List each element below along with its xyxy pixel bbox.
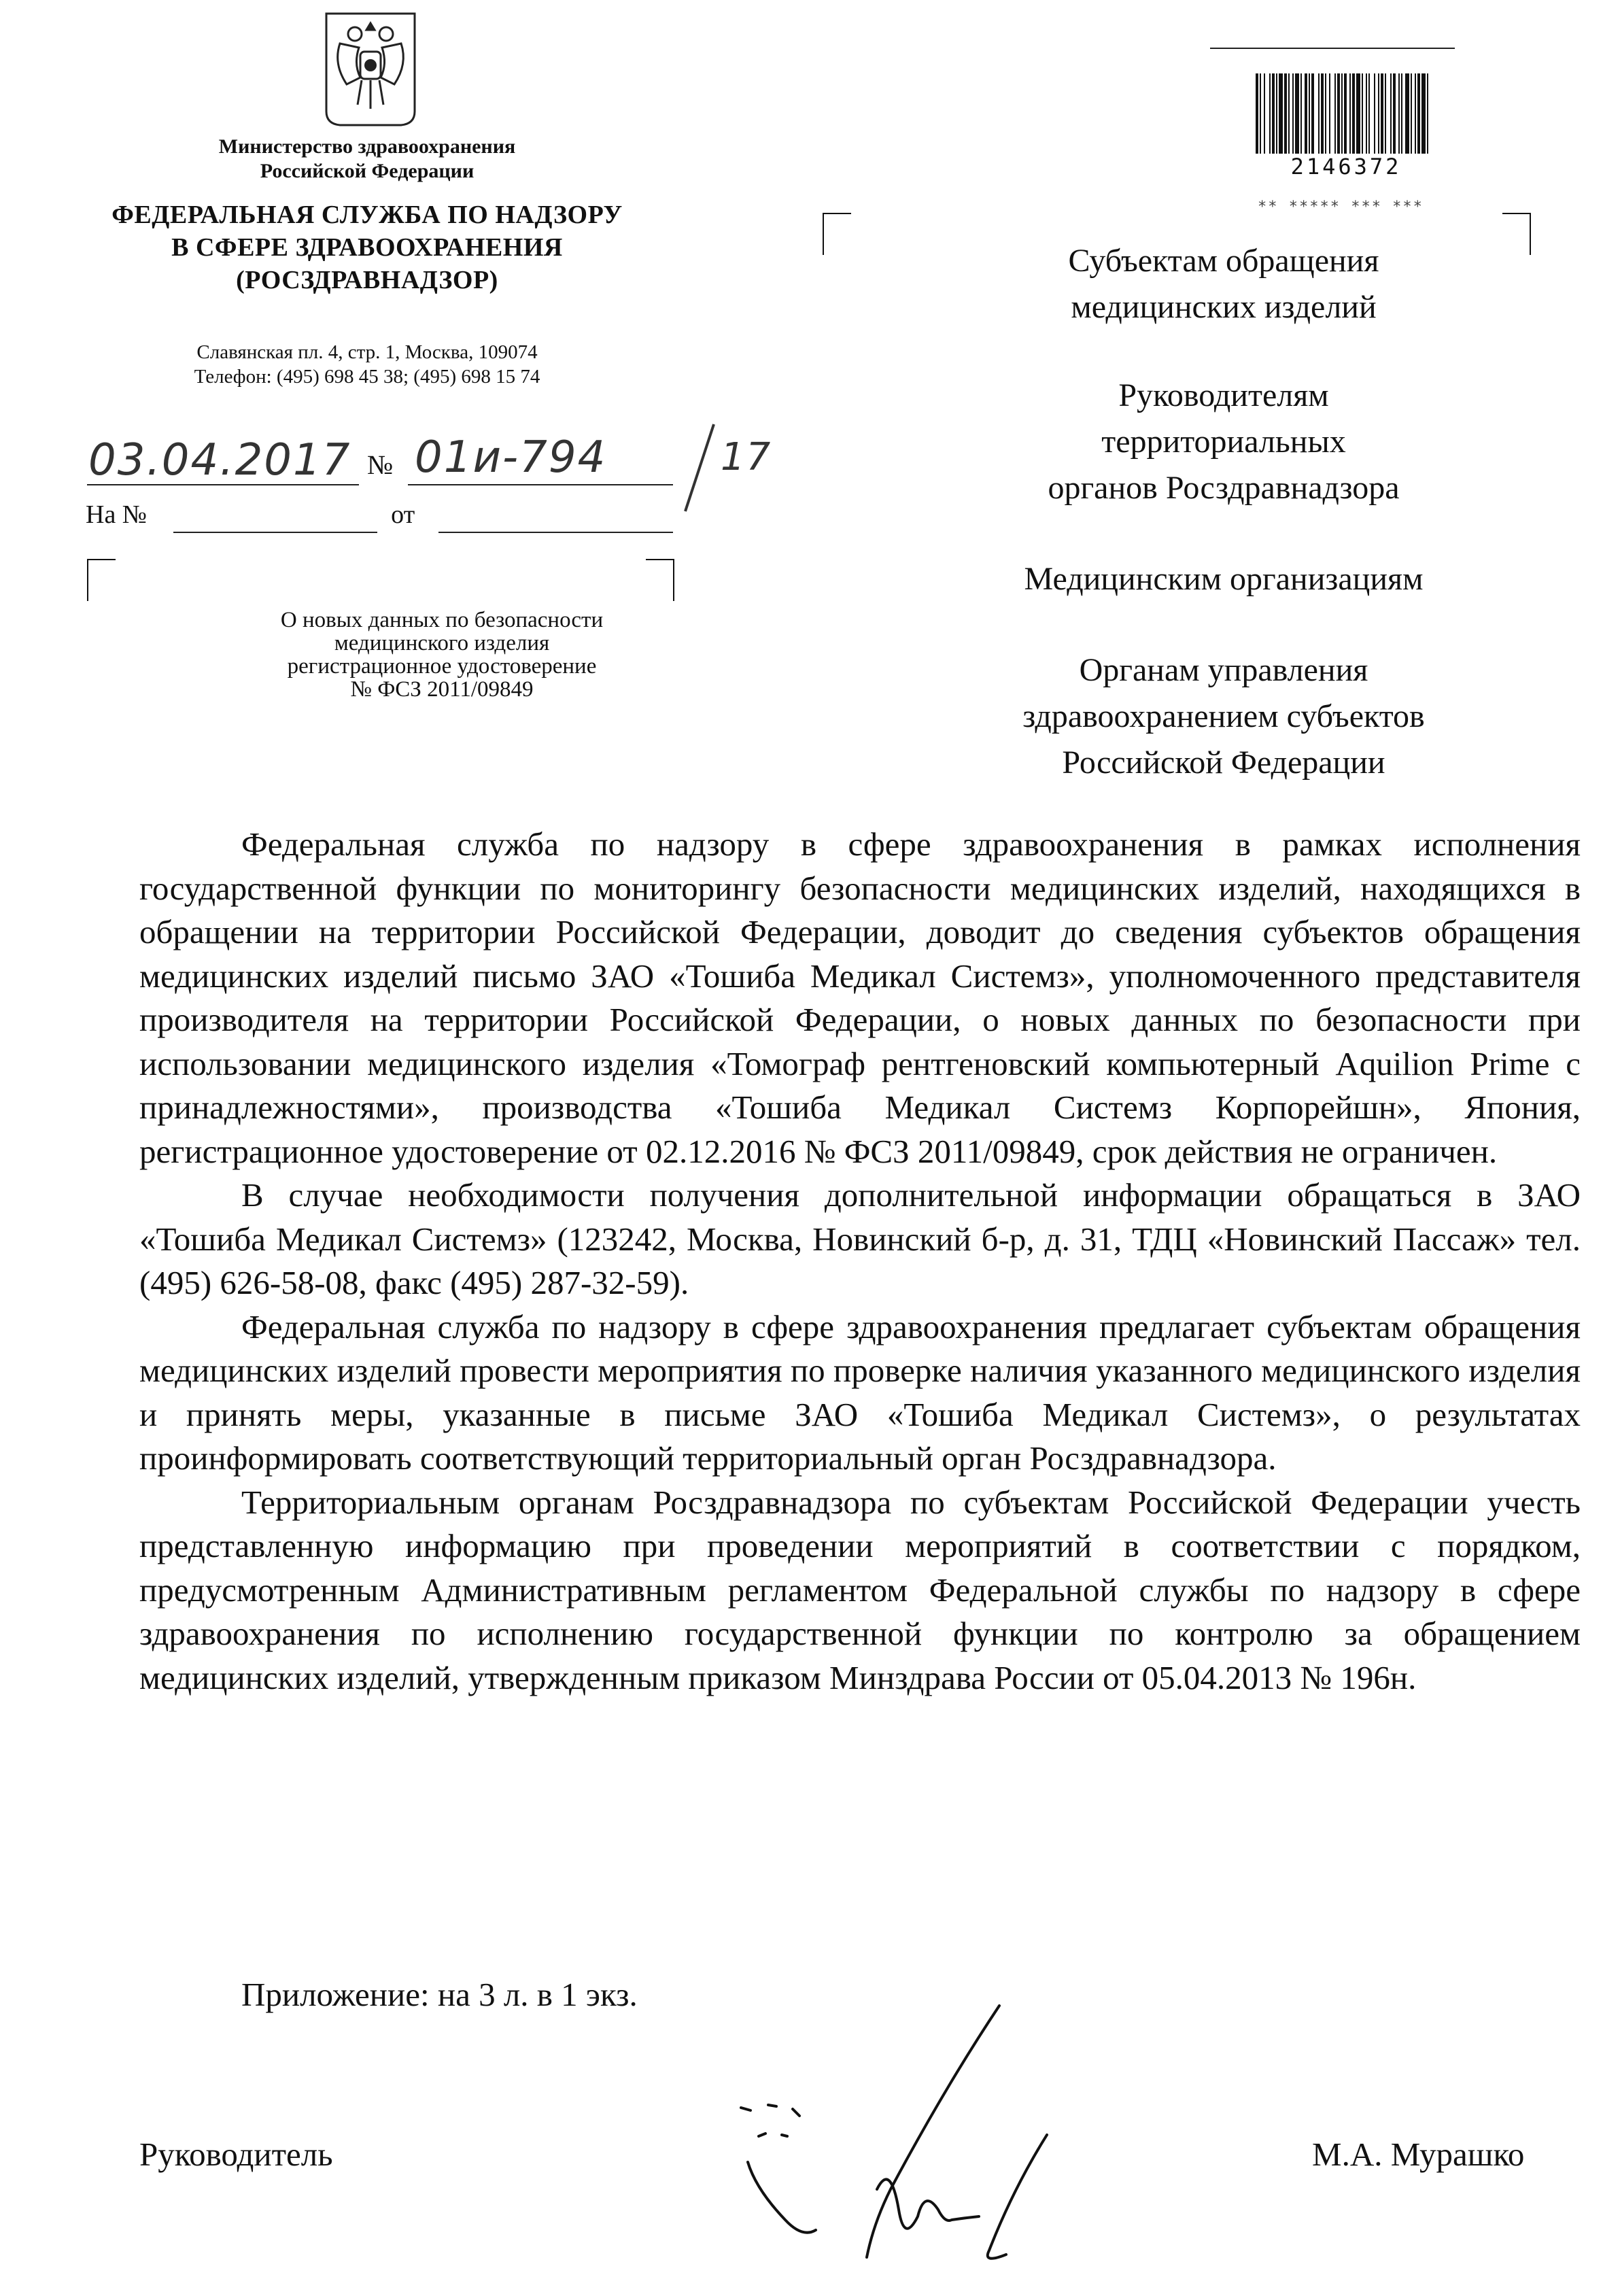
barcode-bar — [1421, 73, 1426, 154]
recipient-4-line-1: Органам управления — [1079, 652, 1368, 688]
body-paragraph-1: Федеральная служба по надзору в сфере здравоохранения в рамках исполнения государственной функции по мониторингу безопасности медицинских изделий, находящихся в обращении на территории Российской Федерации, доводит до сведения субъектов обращения медицинских изделий письмо ЗАО «Тошиба Медикал Системз», уполномоченного представителя производителя на территории Российской Федерации, о новых данных по безопасности при использовании медицинского изделия «Томограф рентгеновский компьютерный Aquilion Prime с принадлежностями», производства «Тошиба Медикал Системз Корпорейшн», Япония, регистрационное удостоверение от 02.12.2016 № ФСЗ 2011/09849, срок действия не ограничен. — [139, 825, 1581, 1170]
body-paragraph-2: В случае необходимости получения дополнительной информации обращаться в ЗАО «Тошиба Медикал Системз» (123242, Москва, Новинский б-р, д. 31, ТДЦ «Новинский Пассаж» тел. (495) 626-58-08, факс (495) 287-32-59). — [139, 1176, 1581, 1301]
barcode-bar — [1256, 73, 1258, 154]
barcode-bar — [1405, 73, 1409, 154]
from-underline — [438, 532, 673, 533]
number-sign: № — [367, 449, 394, 480]
barcode-bar — [1349, 73, 1351, 154]
barcode-bar — [1334, 73, 1336, 154]
registration-date: 03.04.2017 — [88, 435, 351, 485]
barcode-bar — [1269, 73, 1271, 154]
subject-line-2: медицинского изделия — [334, 631, 550, 655]
recipient-group-3 — [918, 556, 1530, 602]
barcode-bar — [1398, 73, 1400, 154]
barcode-bar — [1341, 73, 1343, 154]
barcode-bar — [1292, 73, 1294, 154]
barcode-bar — [1368, 73, 1370, 154]
barcode-bar — [1366, 73, 1367, 154]
barcode-bar — [1415, 73, 1416, 154]
subject-bracket-right — [646, 559, 674, 601]
barcode-bar — [1305, 73, 1307, 154]
barcode-number: 2146372 — [1290, 154, 1402, 179]
barcode-bar — [1401, 73, 1402, 154]
reference-label: На № — [86, 500, 148, 529]
date-underline — [87, 484, 359, 485]
barcode-bar — [1279, 73, 1283, 154]
top-right-rule — [1210, 48, 1455, 49]
barcode-bar — [1309, 73, 1310, 154]
barcode-bar — [1311, 73, 1314, 154]
barcode-bar — [1325, 73, 1326, 154]
subject-bracket-left — [87, 559, 116, 601]
service-line-3: (РОСЗДРАВНАДЗОР) — [236, 266, 498, 294]
recipient-2-line-3: органов Росздравнадзора — [1048, 470, 1400, 506]
barcode-bar — [1374, 73, 1375, 154]
number-underline — [408, 484, 673, 485]
barcode-bar — [1385, 73, 1386, 154]
recipient-group-1 — [918, 238, 1530, 330]
recipient-bracket-left — [823, 213, 851, 255]
ministry-line-2: Российской Федерации — [260, 160, 475, 182]
reference-line — [86, 500, 415, 530]
letter-body — [139, 823, 1581, 1700]
service-line-1: ФЕДЕРАЛЬНАЯ СЛУЖБА ПО НАДЗОРУ — [111, 201, 623, 229]
barcode-bar — [1378, 73, 1379, 154]
recipient-4-line-2: здравоохранением субъектов — [1022, 698, 1425, 734]
coat-of-arms-emblem — [320, 10, 421, 129]
recipient-4-line-3: Российской Федерации — [1062, 744, 1385, 781]
barcode-bar — [1337, 73, 1340, 154]
barcode-bar — [1260, 73, 1261, 154]
barcode-bar — [1264, 73, 1265, 154]
appendix-note: Приложение: на 3 л. в 1 экз. — [241, 1976, 638, 2013]
body-paragraph-3: Федеральная служба по надзору в сфере здравоохранения предлагает субъектам обращения медицинских изделий провести мероприятия по проверке наличия указанного медицинского изделия и принять меры, указанные в письме ЗАО «Тошиба Медикал Системз», о результатах проинформировать соответствующий территориальный орган Росздравнадзора. — [139, 1307, 1581, 1477]
handwritten-signature — [721, 1985, 1101, 2271]
barcode-bar — [1284, 73, 1287, 154]
signatory-role: Руководитель — [139, 2136, 333, 2173]
registration-number-suffix: 17 — [721, 435, 772, 479]
barcode-bar — [1295, 73, 1299, 154]
recipient-1-line-1: Субъектам обращения — [1068, 243, 1379, 279]
address-line-1: Славянская пл. 4, стр. 1, Москва, 109074 — [196, 341, 538, 363]
barcode-bar — [1362, 73, 1363, 154]
barcode-bar — [1344, 73, 1347, 154]
recipient-2-line-1: Руководителям — [1118, 377, 1329, 413]
barcode-bar — [1393, 73, 1396, 154]
barcode-bar — [1276, 73, 1277, 154]
subject-line-3: регистрационное удостоверение — [287, 654, 597, 679]
signer-name: М.А. Мурашко — [1312, 2136, 1525, 2173]
subject-line-4: № ФСЗ 2011/09849 — [350, 677, 534, 702]
barcode-bar — [1288, 73, 1290, 154]
recipient-2-line-2: территориальных — [1101, 424, 1346, 460]
barcode-bar — [1390, 73, 1392, 154]
number-slash — [680, 420, 721, 515]
barcode-bar — [1356, 73, 1360, 154]
barcode-dots: ** ***** *** *** — [1258, 199, 1424, 216]
recipient-group-2 — [918, 373, 1530, 511]
barcode-bar — [1300, 73, 1302, 154]
service-name — [61, 199, 673, 296]
barcode-bar — [1329, 73, 1330, 154]
barcode-bar — [1321, 73, 1324, 154]
recipient-3-line-1: Медицинским организациям — [1024, 561, 1424, 597]
service-address — [102, 340, 632, 389]
recipient-group-4 — [918, 647, 1530, 786]
barcode-bar — [1427, 73, 1428, 154]
barcode-bar — [1272, 73, 1275, 154]
barcode-bar — [1381, 73, 1383, 154]
subject-block — [231, 609, 653, 701]
barcode-bar — [1352, 73, 1355, 154]
barcode-bar — [1411, 73, 1412, 154]
from-label: от — [391, 500, 415, 529]
barcode-bar — [1417, 73, 1420, 154]
barcode-bar — [1318, 73, 1320, 154]
barcode — [1254, 73, 1431, 154]
ministry-name — [122, 135, 612, 184]
reference-underline — [173, 532, 377, 533]
ministry-line-1: Министерство здравоохранения — [218, 135, 516, 158]
registration-number: 01и-794 — [415, 432, 607, 483]
recipient-1-line-2: медицинских изделий — [1071, 289, 1377, 325]
address-line-2: Телефон: (495) 698 45 38; (495) 698 15 74 — [194, 366, 540, 388]
service-line-2: В СФЕРЕ ЗДРАВООХРАНЕНИЯ — [171, 233, 563, 262]
body-paragraph-4: Территориальным органам Росздравнадзора по субъектам Российской Федерации учесть представленную информацию при проведении мероприятий в соответствии с порядком, предусмотренным Административным регламентом Федеральной службы по надзору в сфере здравоохранения по исполнению государственной функции по контролю за обращением медицинских изделий, утвержденным приказом Минздрава России от 05.04.2013 № 196н. — [139, 1483, 1581, 1696]
subject-line-1: О новых данных по безопасности — [280, 608, 604, 632]
